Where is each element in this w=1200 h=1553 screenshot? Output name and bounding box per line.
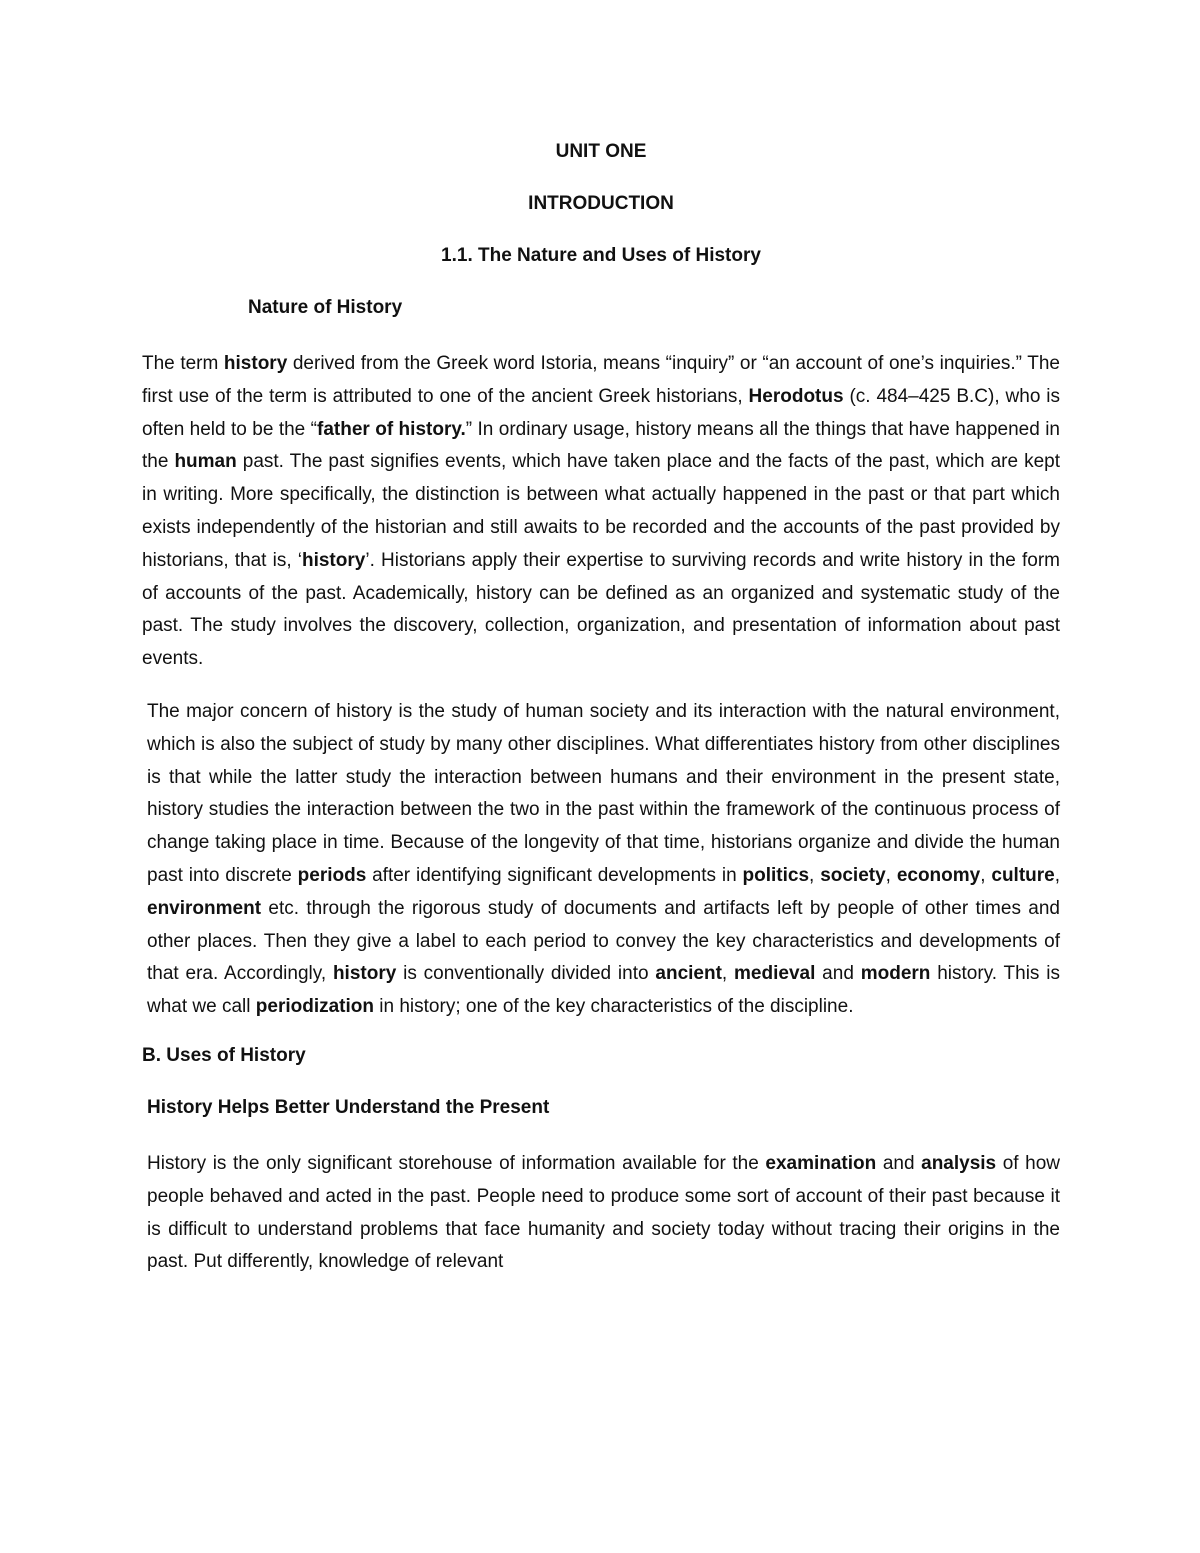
text-run: history. This is what we call: [147, 963, 1060, 1018]
bold-term: modern: [860, 963, 931, 985]
bold-term: periods: [297, 864, 367, 886]
text-run: ,: [721, 963, 735, 985]
text-run: past. The past signifies events, which have taken place and the facts of the past, which are kept in writing. More specifically, the distinction is between what actually happened in the past or that part which exists independently of the historian and still awaits to be recorded and the accounts of the past provided by historians, that is, ‘: [142, 451, 1060, 571]
bold-term: father of history.: [317, 418, 466, 440]
uses-of-history-heading: B. Uses of History: [142, 1044, 306, 1066]
bold-term: human: [174, 451, 237, 473]
bold-term: politics: [742, 864, 810, 886]
text-run: ,: [1054, 864, 1061, 886]
text-run: and: [815, 963, 861, 985]
text-run: ” In ordinary usage, history means all the things that have happened in the: [142, 418, 1060, 473]
nature-of-history-heading: Nature of History: [248, 297, 403, 318]
bold-term: history: [301, 549, 366, 571]
bold-term: society: [820, 864, 886, 886]
text-run: after identifying significant developments in: [366, 864, 743, 886]
text-run: derived from the Greek word Istoria, means “inquiry” or “an account of one’s inquiries.” The first use of the term is attributed to one of the ancient Greek historians,: [142, 353, 1060, 407]
text-run: ’. Historians apply their expertise to surviving records and write history in the form of accounts of the past. Academically, history can be defined as an organized and systematic study of the past. The study involves the discovery, collection, organization, and presentation of information about past events.: [142, 549, 1060, 670]
text-run: ,: [809, 864, 821, 886]
text-run: The major concern of history is the study of human society and its interaction with the natural environment, which is also the subject of study by many other disciplines. What differentiates history from other disciplines is that while the latter study the interaction between humans and their environment in the present state, history studies the interaction between the two in the past within the framework of the continuous process of change taking place in time. Because of the longevity of that time, historians organize and divide the human past into discrete: [147, 700, 1060, 886]
bold-term: economy: [896, 864, 981, 886]
text-run: (c. 484–425 B.C), who is often held to be the “: [142, 385, 1061, 440]
bold-term: Herodotus: [748, 385, 844, 407]
text-run: History is the only significant storehouse of information available for the: [147, 1152, 766, 1174]
text-run: The term: [142, 353, 224, 374]
bold-term: examination: [765, 1152, 877, 1174]
bold-term: history: [332, 963, 397, 985]
bold-term: culture: [991, 864, 1055, 886]
section-title: 1.1. The Nature and Uses of History: [441, 245, 761, 266]
bold-term: periodization: [255, 996, 375, 1018]
text-run: ,: [980, 864, 992, 886]
unit-title: UNIT ONE: [555, 141, 647, 162]
text-run: is conventionally divided into: [396, 963, 656, 985]
bold-term: environment: [147, 897, 262, 919]
text-run: of how people behaved and acted in the past. People need to produce some sort of account of their past because it is difficult to understand problems that face humanity and society today without tracing their origins in the past. Put differently, knowledge of relevant: [147, 1152, 1060, 1273]
uses-paragraph-1: [142, 1148, 1060, 1279]
text-run: etc. through the rigorous study of documents and artifacts left by people of other times and other places. Then they give a label to each period to convey the key characteristics and developments of that era. Accordingly,: [147, 897, 1060, 985]
bold-term: analysis: [921, 1152, 997, 1174]
nature-paragraph-1: [142, 348, 1060, 676]
text-run: in history; one of the key characteristics of the discipline.: [374, 996, 854, 1018]
bold-term: ancient: [655, 963, 722, 985]
text-run: and: [876, 1152, 922, 1174]
document-page: [142, 140, 1060, 1299]
nature-paragraph-2: [142, 696, 1060, 1024]
understand-present-heading: History Helps Better Understand the Present: [147, 1096, 550, 1118]
introduction-title: INTRODUCTION: [528, 193, 674, 214]
bold-term: medieval: [734, 963, 816, 985]
text-run: ,: [885, 864, 897, 886]
bold-term: history: [223, 353, 288, 374]
